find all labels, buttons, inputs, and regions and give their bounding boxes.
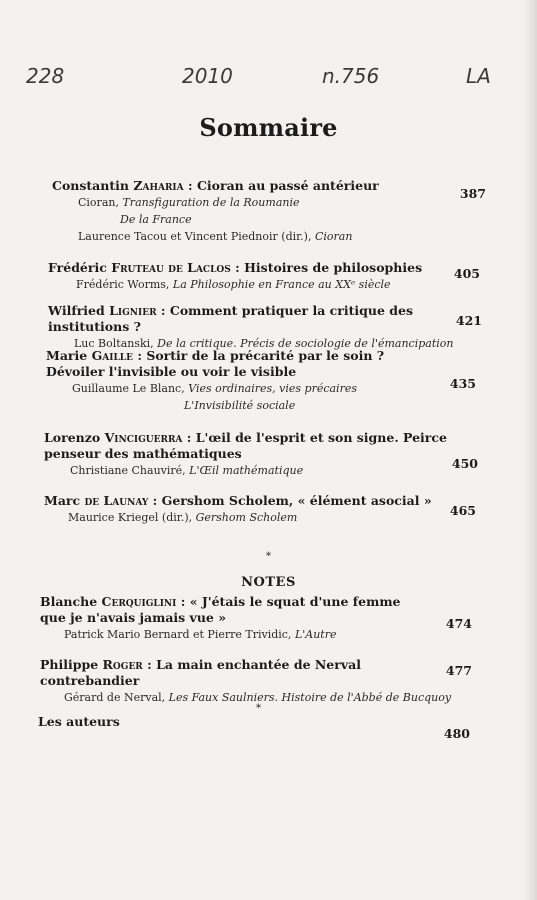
review-work: Transfiguration de la Roumanie xyxy=(122,196,300,209)
entry-author-first: Lorenzo xyxy=(44,430,101,445)
entry-review xyxy=(120,211,537,228)
entry-page-number: 387 xyxy=(459,186,486,201)
entry-author-last: Roger xyxy=(102,657,143,672)
entry-heading: Blanche Cerquiglini : « J'étais le squat d'une femme que je n'avais jamais vue » xyxy=(40,594,401,625)
entry-author-last: Zaharia xyxy=(133,178,184,193)
review-author: Christiane Chauviré, xyxy=(70,464,186,477)
review-work: L'Autre xyxy=(294,628,337,641)
entry-title: La main enchantée de Nerval contrebandier xyxy=(40,657,361,688)
toc-entry xyxy=(0,178,537,245)
entry-page-number: 421 xyxy=(455,313,482,328)
handwritten-note-1: 228 xyxy=(26,64,65,88)
review-author: Frédéric Worms, xyxy=(76,278,170,291)
toc-entry xyxy=(0,348,537,414)
entry-author-first: Philippe xyxy=(40,657,99,672)
review-author: Gérard de Nerval, xyxy=(64,691,166,704)
review-author: Guillaume Le Blanc, xyxy=(72,382,185,395)
entry-author-last: de Launay xyxy=(84,493,149,508)
entry-heading: Marc de Launay : Gershom Scholem, « élément asocial » xyxy=(44,493,432,508)
handwritten-note-2: 2010 xyxy=(182,64,233,88)
entry-author-first: Constantin xyxy=(52,178,129,193)
authors-label: Les auteurs xyxy=(38,714,120,729)
entry-page-number: 435 xyxy=(449,376,476,391)
entry-heading: Frédéric Fruteau de Laclos : Histoires de philosophies xyxy=(48,260,423,275)
entry-author-last: Vinciguerra xyxy=(104,430,183,445)
entry-author-last: Gaille xyxy=(91,348,133,363)
entry-page-number: 450 xyxy=(451,456,478,471)
entry-heading: Lorenzo Vinciguerra : L'œil de l'esprit et son signe. Peirce penseur des mathématiques xyxy=(44,430,447,461)
review-author: Luc Boltanski, xyxy=(74,337,154,350)
toc-entry xyxy=(0,260,537,293)
page-title: Sommaire xyxy=(199,113,338,142)
review-work: De la critique. Précis de sociologie de l'émancipation xyxy=(157,337,454,350)
entry-title: L'œil de l'esprit et son signe. Peirce penseur des mathématiques xyxy=(44,430,447,461)
entry-page-number: 465 xyxy=(449,503,476,518)
entry-author-first: Frédéric xyxy=(48,260,107,275)
entry-author-first: Blanche xyxy=(40,594,98,609)
entry-author-first: Wilfried xyxy=(48,303,105,318)
handwritten-note-4: LA xyxy=(466,64,491,88)
entry-title: Histoires de philosophies xyxy=(244,260,423,275)
toc-entry xyxy=(0,493,537,526)
toc-entry xyxy=(0,430,537,479)
handwritten-note-3: n.756 xyxy=(322,64,380,88)
review-author: Laurence Tacou et Vincent Piednoir (dir.), xyxy=(78,230,312,243)
entry-author-last: Fruteau de Laclos xyxy=(111,260,231,275)
entry-title: Cioran au passé antérieur xyxy=(196,178,379,193)
toc-entry xyxy=(0,303,537,352)
review-work: L'Invisibilité sociale xyxy=(184,399,296,412)
review-work: Gershom Scholem xyxy=(195,511,298,524)
review-work: L'Œil mathématique xyxy=(189,464,304,477)
review-work: La Philosophie en France au XXᵉ siècle xyxy=(172,278,391,291)
review-work: De la France xyxy=(120,213,192,226)
review-work: Les Faux Saulniers. Histoire de l'Abbé de Bucquoy xyxy=(168,691,452,704)
review-work: Cioran xyxy=(314,230,353,243)
entry-heading: Philippe Roger : La main enchantée de Nerval contrebandier xyxy=(40,657,361,688)
entry-title: « J'étais le squat d'une femme que je n'avais jamais vue » xyxy=(40,594,401,625)
entry-author-last: Lignier xyxy=(109,303,157,318)
review-author: Maurice Kriegel (dir.), xyxy=(68,511,193,524)
handwritten-annotations xyxy=(0,64,537,104)
notes-heading: NOTES xyxy=(241,575,296,590)
review-author: Patrick Mario Bernard et Pierre Trividic, xyxy=(64,628,292,641)
entry-author-last: Cerquiglini xyxy=(101,594,177,609)
section-separator: * xyxy=(256,703,261,714)
authors-page-number: 480 xyxy=(443,726,470,741)
entry-heading: Constantin Zaharia : Cioran au passé antérieur xyxy=(52,178,379,193)
entry-heading: Marie Gaille : Sortir de la précarité par le soin ? Dévoiler l'invisible ou voir le visible xyxy=(46,348,385,379)
entry-page-number: 477 xyxy=(445,663,472,678)
entry-page-number: 405 xyxy=(453,266,480,281)
entry-title: Comment pratiquer la critique des institutions ? xyxy=(48,303,413,334)
entry-page-number: 474 xyxy=(445,616,472,631)
review-author: Cioran, xyxy=(78,196,119,209)
entry-review xyxy=(78,228,537,245)
entry-author-first: Marie xyxy=(46,348,88,363)
toc-note xyxy=(0,657,537,706)
section-separator: * xyxy=(266,551,271,562)
entry-heading: Wilfried Lignier : Comment pratiquer la critique des institutions ? xyxy=(48,303,413,334)
entry-author-first: Marc xyxy=(44,493,81,508)
review-work: Vies ordinaires, vies précaires xyxy=(188,382,357,395)
entry-title: Gershom Scholem, « élément asocial » xyxy=(161,493,432,508)
entry-title: Sortir de la précarité par le soin ? Dévoiler l'invisible ou voir le visible xyxy=(46,348,385,379)
toc-authors xyxy=(0,714,537,741)
entry-review xyxy=(184,397,537,414)
toc-note xyxy=(0,594,537,643)
